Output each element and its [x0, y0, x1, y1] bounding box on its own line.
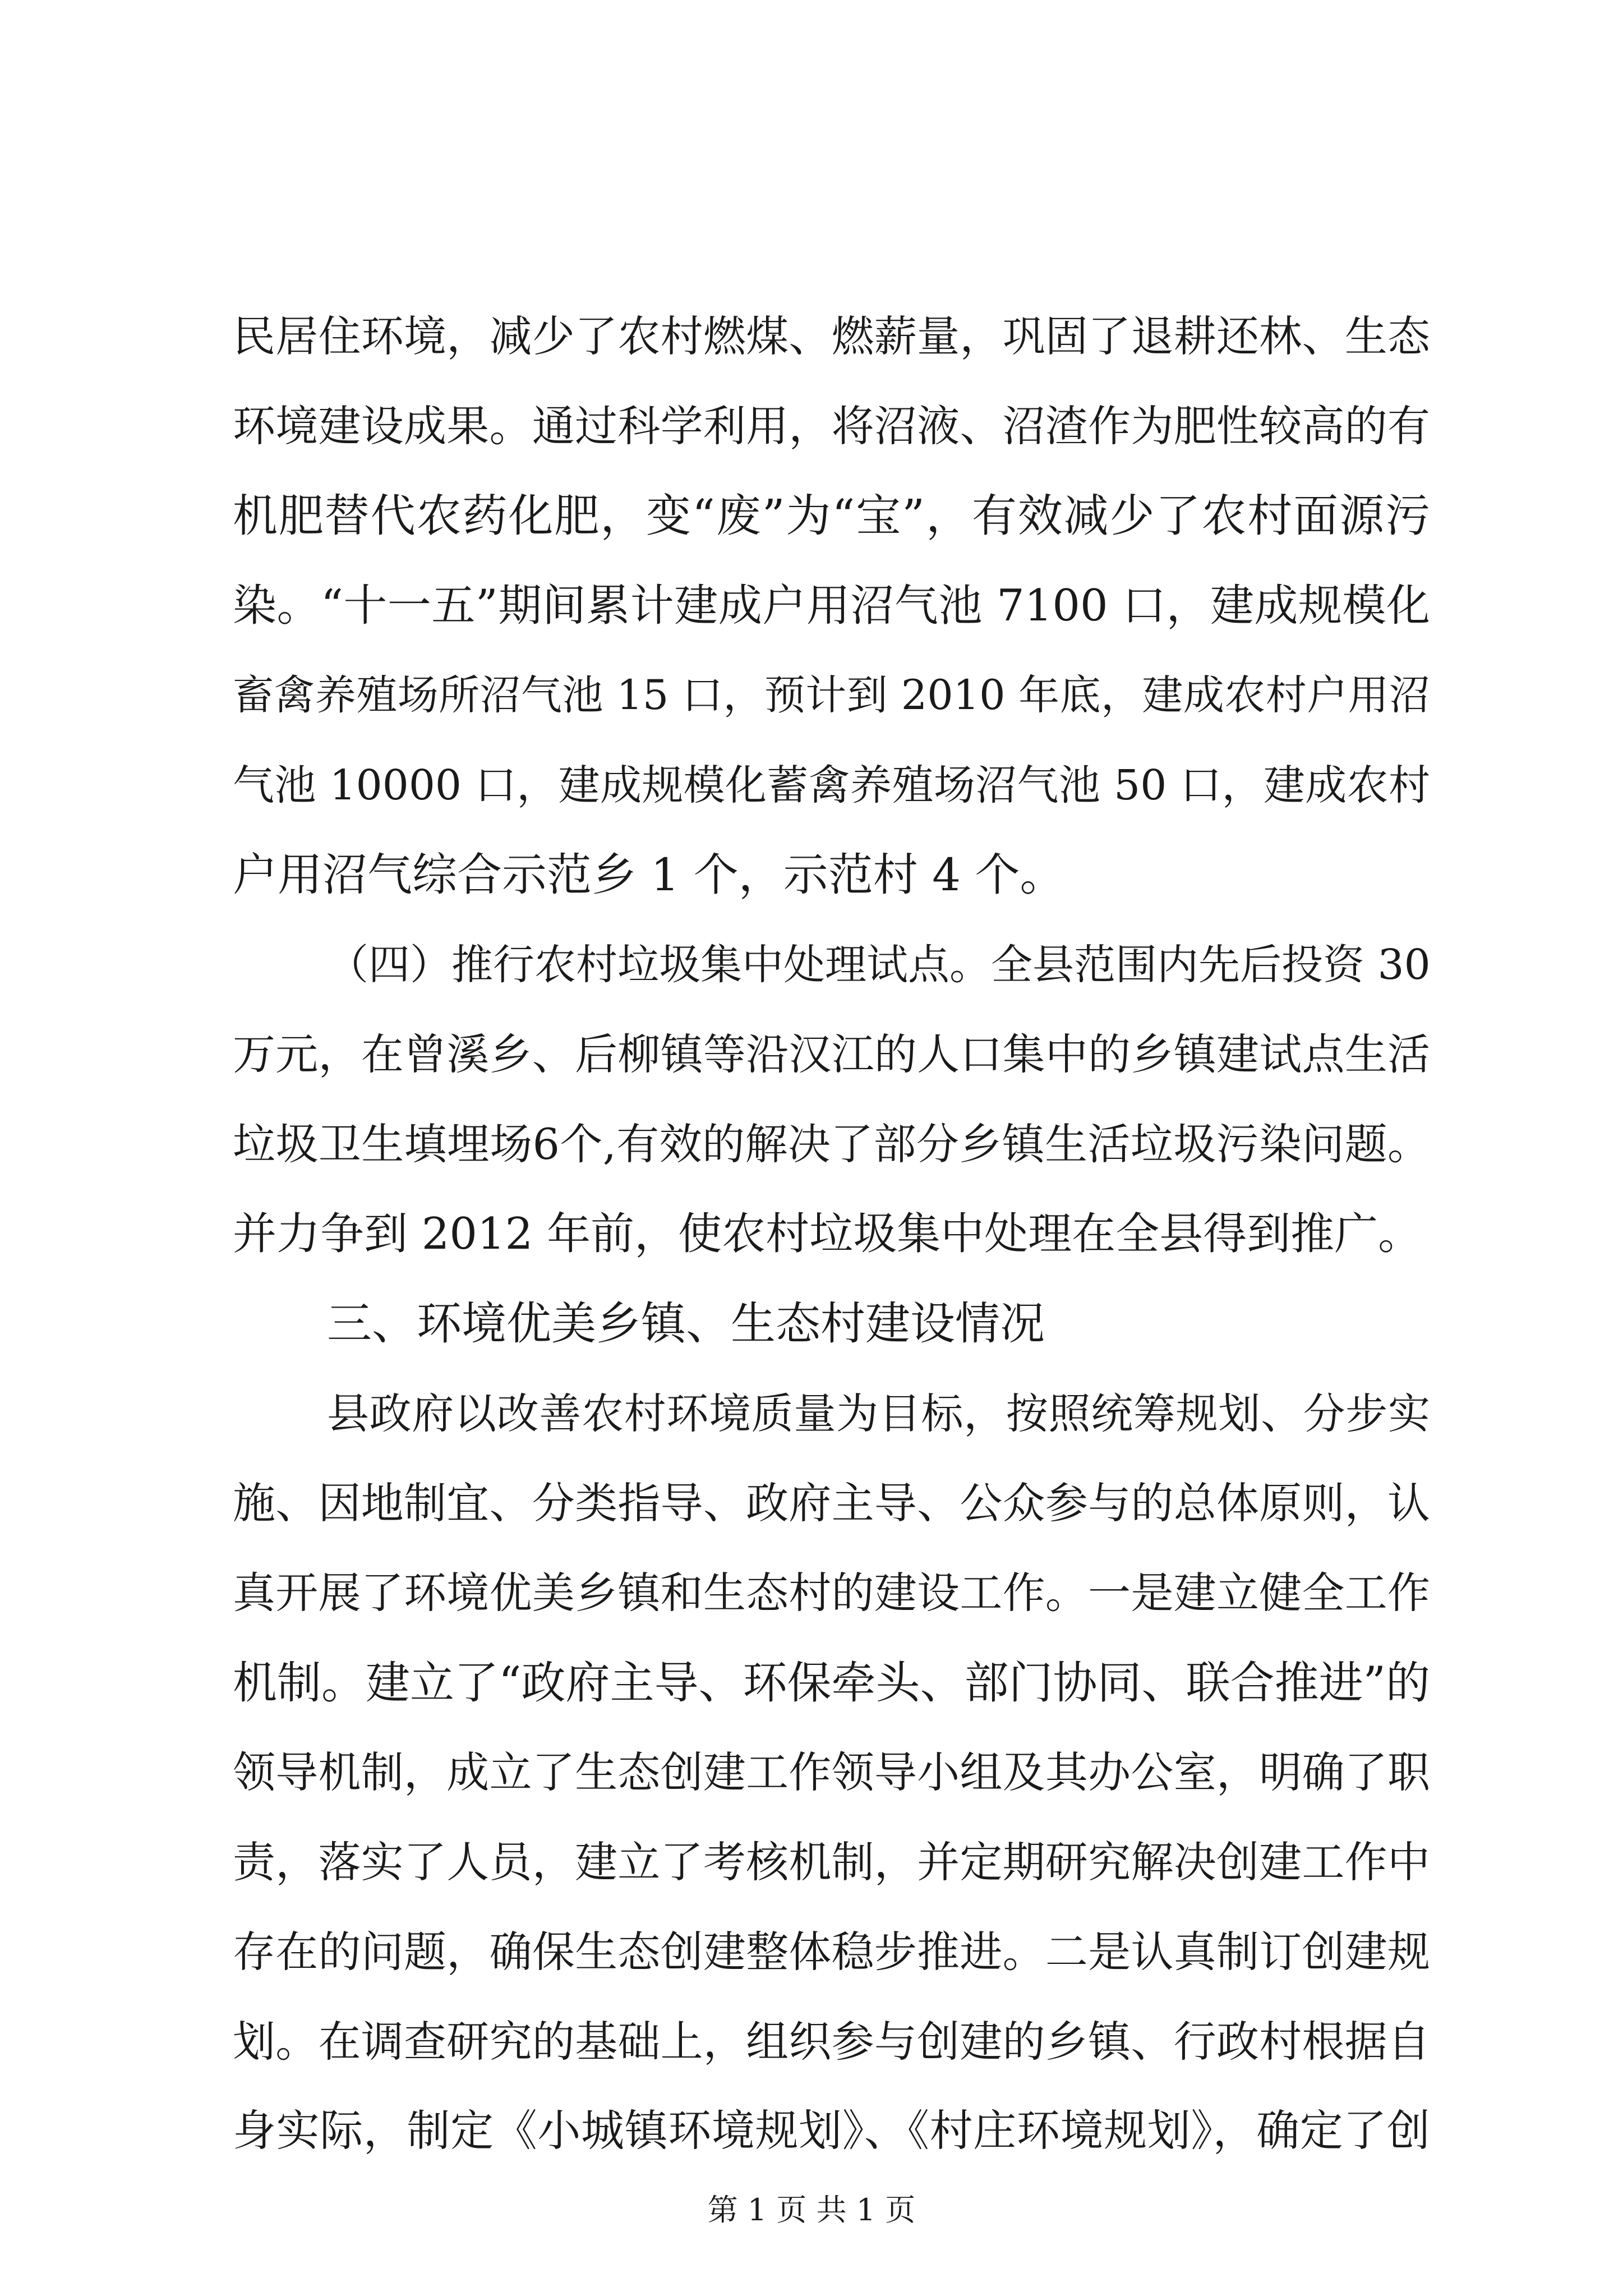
text-line: 并力争到 2012 年前，使农村垃圾集中处理在全县得到推广。: [233, 1209, 1422, 1259]
text-line: 垃圾卫生填埋场6个,有效的解决了部分乡镇生活垃圾污染问题。: [233, 1119, 1430, 1169]
text-line: 气池 10000 口，建成规模化蓄禽养殖场沼气池 50 口，建成农村: [233, 761, 1430, 809]
text-line: 机制。建立了“政府主导、环保牵头、部门协同、联合推进”的: [233, 1657, 1430, 1709]
text-line: 户用沼气综合示范乡 1 个，示范村 4 个。: [233, 849, 1065, 901]
text-line: 民居住环境，减少了农村燃煤、燃薪量，巩固了退耕还林、生态: [233, 311, 1430, 361]
text-line: 施、因地制宜、分类指导、政府主导、公众参与的总体原则，认: [233, 1478, 1430, 1528]
text-line: 责，落实了人员，建立了考核机制，并定期研究解决创建工作中: [233, 1837, 1430, 1887]
text-line: 畜禽养殖场所沼气池 15 口，预计到 2010 年底，建成农村户用沼: [233, 671, 1430, 719]
text-line: 县政府以改善农村环境质量为目标，按照统筹规划、分步实: [327, 1389, 1430, 1438]
text-line: 划。在调查研究的基础上，组织参与创建的乡镇、行政村根据自: [233, 2017, 1430, 2067]
section-heading-three: 三、环境优美乡镇、生态村建设情况: [327, 1297, 1045, 1350]
text-line: 领导机制，成立了生态创建工作领导小组及其办公室，明确了职: [233, 1747, 1430, 1797]
text-line: 环境建设成果。通过科学利用，将沼液、沼渣作为肥性较高的有: [233, 401, 1430, 451]
section-heading-four: （四）推行农村垃圾集中处理试点。全县范围内先后投资 30: [327, 941, 1431, 989]
text-line: 机肥替代农药化肥，变“废”为“宝”，有效减少了农村面源污: [233, 490, 1430, 542]
text-line: 万元，在曾溪乡、后柳镇等沿汉江的人口集中的乡镇建试点生活: [233, 1029, 1430, 1079]
page-footer: [0, 2188, 1623, 2233]
text-line: 存在的问题，确保生态创建整体稳步推进。二是认真制订创建规: [233, 1927, 1430, 1977]
text-line: 真开展了环境优美乡镇和生态村的建设工作。一是建立健全工作: [233, 1568, 1430, 1618]
text-line: 染。“十一五”期间累计建成户用沼气池 7100 口，建成规模化: [233, 581, 1430, 631]
page-number-label: 第 1 页 共 1 页: [707, 2192, 916, 2228]
text-line: 身实际，制定《小城镇环境规划》、《村庄环境规划》，确定了创: [233, 2106, 1430, 2156]
